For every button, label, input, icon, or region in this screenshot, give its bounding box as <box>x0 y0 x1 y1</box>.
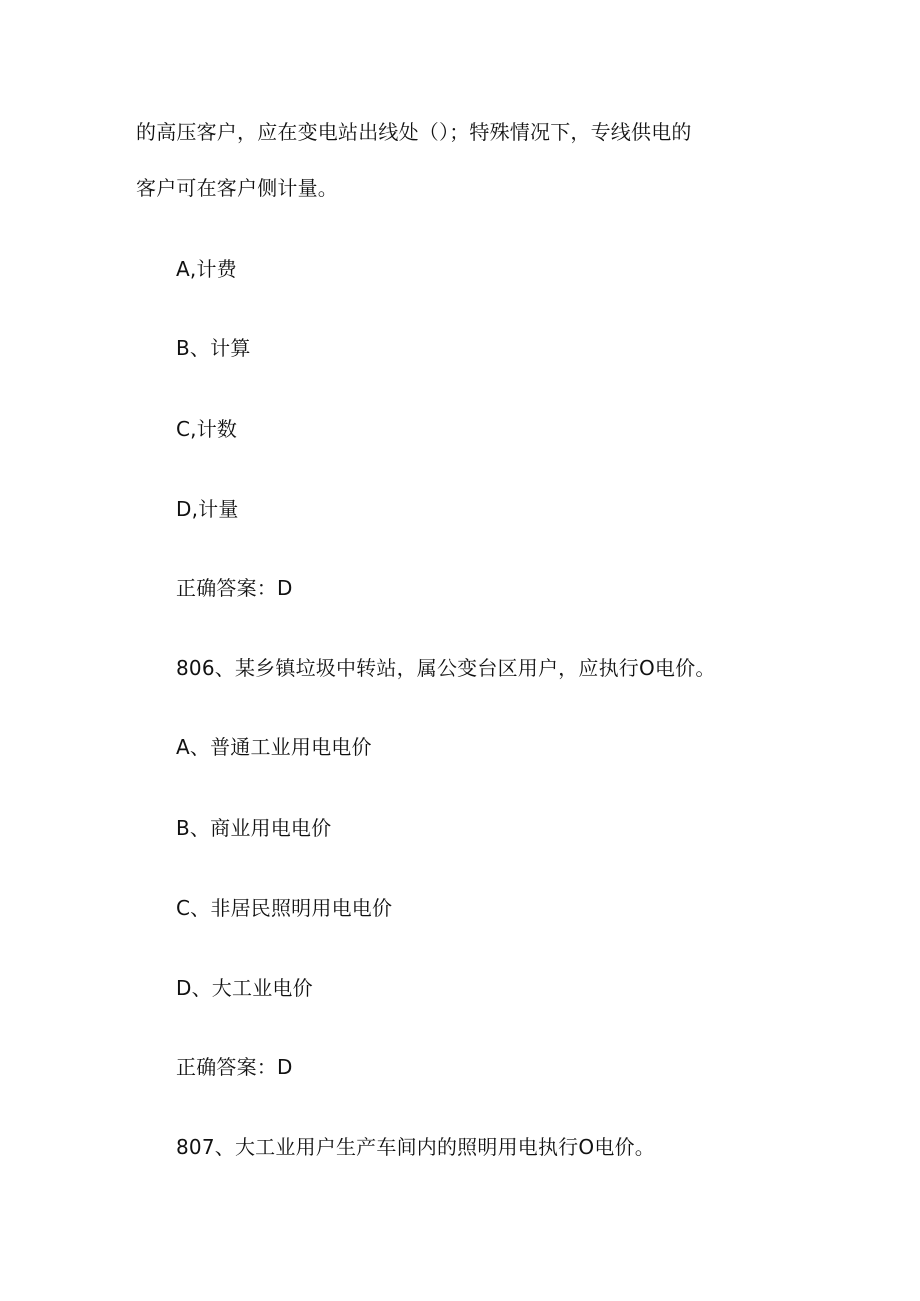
option-a: A,计费 <box>176 257 237 281</box>
option-b: B、计算 <box>176 336 251 360</box>
correct-answer: 正确答案：D <box>176 1055 293 1079</box>
option-c: C,计数 <box>176 417 238 441</box>
option-d: D,计量 <box>176 497 239 521</box>
option-a: A、普通工业用电电价 <box>176 735 372 759</box>
option-d: D、大工业电价 <box>176 976 313 1000</box>
correct-answer: 正确答案：D <box>176 576 293 600</box>
question-806-text: 806、某乡镇垃圾中转站，属公变台区用户，应执行O电价。 <box>176 656 716 680</box>
question-807-text: 807、大工业用户生产车间内的照明用电执行O电价。 <box>176 1135 655 1159</box>
option-b: B、商业用电电价 <box>176 816 332 840</box>
option-c: C、非居民照明用电电价 <box>176 896 393 920</box>
question-805-text-line-1: 的高压客户，应在变电站出线处（）；特殊情况下，专线供电的 <box>136 120 692 144</box>
question-805-text-line-2: 客户可在客户侧计量。 <box>136 176 338 200</box>
